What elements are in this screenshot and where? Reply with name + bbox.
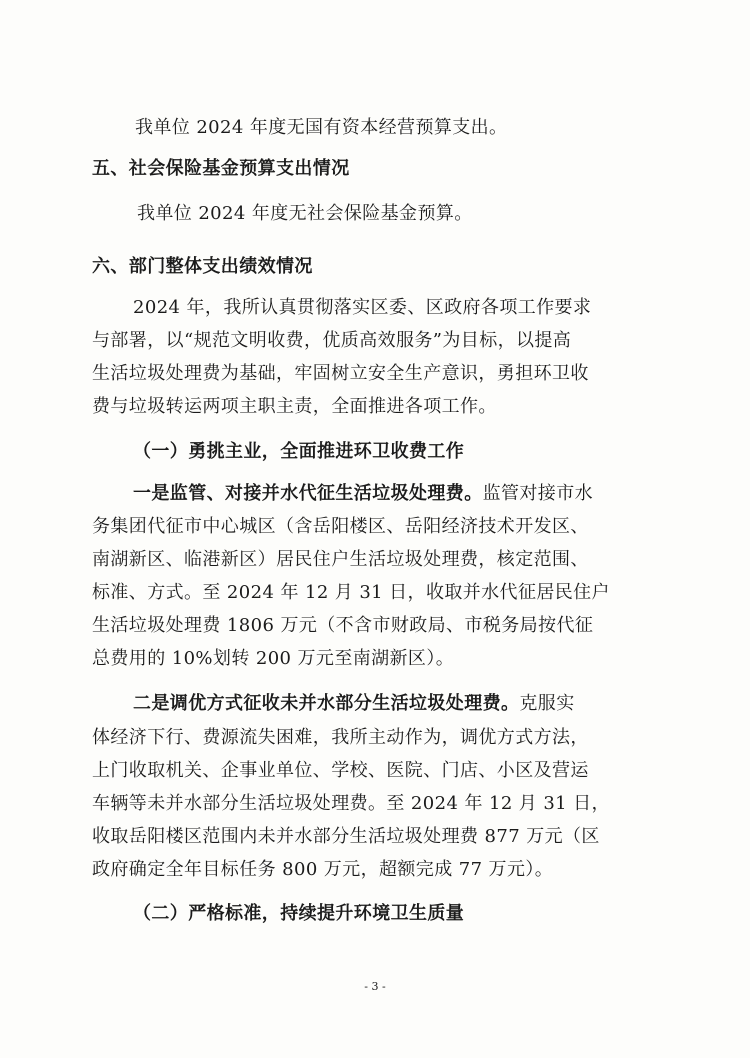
section-heading-5: 五、社会保险基金预算支出情况 — [92, 158, 350, 179]
subheading-2: （二）严格标准，持续提升环境卫生质量 — [133, 903, 465, 924]
subheading-1: （一）勇挑主业，全面推进环卫收费工作 — [133, 441, 465, 462]
para3-line6: 政府确定全年目标任务 800 万元，超额完成 77 万元）。 — [92, 859, 554, 880]
para1-line1: 2024 年，我所认真贯彻落实区委、区政府各项工作要求 — [133, 297, 592, 318]
para2-line2: 务集团代征市中心城区（含岳阳楼区、岳阳经济技术开发区、 — [92, 516, 589, 537]
para2-lead: 一是监管、对接并水代征生活垃圾处理费。 — [133, 483, 483, 504]
section-heading-6: 六、部门整体支出绩效情况 — [92, 256, 313, 277]
para2-line3: 南湖新区、临港新区）居民住户生活垃圾处理费，核定范围、 — [92, 549, 589, 570]
para3-line1-rest: 克服实 — [519, 693, 575, 714]
para3-line3: 上门收取机关、企事业单位、学校、医院、门店、小区及营运 — [92, 760, 589, 781]
para2-line6: 总费用的 10%划转 200 万元至南湖新区）。 — [92, 648, 455, 669]
para3-line2: 体经济下行、费源流失困难，我所主动作为，调优方式方法， — [92, 727, 589, 748]
para1-line4: 费与垃圾转运两项主职主责，全面推进各项工作。 — [92, 396, 497, 417]
para3-line1 — [0, 692, 750, 715]
para1-line2: 与部署，以“规范文明收费，优质高效服务”为目标，以提高 — [92, 330, 572, 351]
para3-lead: 二是调优方式征收未并水部分生活垃圾处理费。 — [133, 693, 520, 714]
page-number: - 3 - — [364, 980, 386, 993]
para2-line4: 标准、方式。至 2024 年 12 月 31 日，收取并水代征居民住户 — [92, 582, 610, 603]
budget-line-social-insurance: 我单位 2024 年度无社会保险基金预算。 — [137, 203, 473, 224]
para2-line1 — [0, 482, 750, 505]
para3-line4: 车辆等未并水部分生活垃圾处理费。至 2024 年 12 月 31 日， — [92, 793, 610, 814]
para2-line1-rest: 监管对接市水 — [482, 483, 594, 504]
para2-line5: 生活垃圾处理费 1806 万元（不含市财政局、市税务局按代征 — [92, 615, 594, 636]
budget-line-state-capital: 我单位 2024 年度无国有资本经营预算支出。 — [135, 117, 508, 138]
para1-line3: 生活垃圾处理费为基础，牢固树立安全生产意识，勇担环卫收 — [92, 363, 589, 384]
para3-line5: 收取岳阳楼区范围内未并水部分生活垃圾处理费 877 万元（区 — [92, 826, 600, 847]
